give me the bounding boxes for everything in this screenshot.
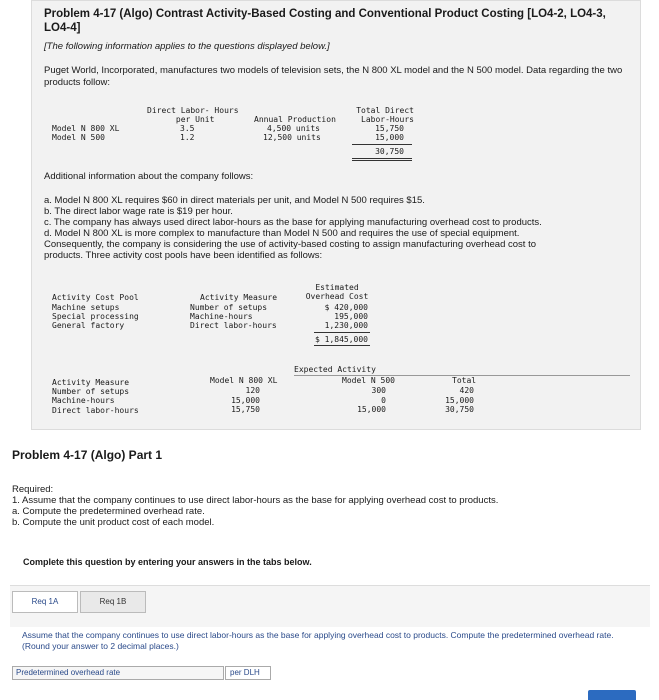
list-item: c. The company has always used direct labor-hours as the base for applying manufacturing overhead cost to products. <box>44 217 542 228</box>
cost-total: $ 1,845,000 <box>315 335 368 344</box>
problem-title: Problem 4-17 (Algo) Contrast Activity-Based Costing and Conventional Product Costing [LO4-2, LO4-3, LO4-4] <box>44 8 606 34</box>
header-cost: Estimated Overhead Cost <box>305 283 369 301</box>
act-measure-2: Machine-hours <box>52 396 115 405</box>
header-measure: Activity Measure <box>200 293 278 302</box>
required-item: b. Compute the unit product cost of each model. <box>12 517 215 528</box>
header-annual: Annual Production <box>254 115 336 124</box>
row1-total: 15,750 <box>375 124 404 133</box>
header-dlh: Direct Labor- Hours per Unit <box>147 106 239 124</box>
problem-intro: Puget World, Incorporated, manufactures two models of television sets, the N 800 XL model and the N 500 model. Data regarding the two products follow: <box>44 65 623 88</box>
act-measure-3: Direct labor-hours <box>52 406 139 415</box>
header-xl: Model N 800 XL <box>210 376 278 385</box>
header-pool: Activity Cost Pool <box>52 293 139 302</box>
act-xl-3: 15,750 <box>231 405 260 414</box>
divider <box>352 144 412 145</box>
header-activity-measure: Activity Measure <box>52 378 130 387</box>
answer-unit: per DLH <box>225 666 271 680</box>
header-total-act: Total <box>452 376 477 385</box>
row1-name: Model N 800 XL <box>52 124 120 133</box>
act-xl-1: 120 <box>245 386 260 395</box>
required-item: a. Compute the predetermined overhead rate. <box>12 506 205 517</box>
next-button[interactable] <box>588 690 636 700</box>
grand-total: 30,750 <box>375 147 404 156</box>
act-measure-1: Number of setups <box>52 387 130 396</box>
list-item: Consequently, the company is considering the use of activity-based costing to assign manufacturing overhead cost to <box>44 239 536 250</box>
header-n500: Model N 500 <box>342 376 395 385</box>
act-total-3: 30,750 <box>445 405 474 414</box>
act-xl-2: 15,000 <box>231 396 260 405</box>
pool-1: Machine setups <box>52 303 120 312</box>
row1-annual: 4,500 units <box>267 124 320 133</box>
row2-total: 15,000 <box>375 133 404 142</box>
problem-panel <box>31 0 641 430</box>
required-heading: Required: <box>12 484 54 495</box>
act-total-2: 15,000 <box>445 396 474 405</box>
part-title: Problem 4-17 (Algo) Part 1 <box>12 448 163 462</box>
additional-heading: Additional information about the company follows: <box>44 171 254 182</box>
act-n500-3: 15,000 <box>357 405 386 414</box>
row2-annual: 12,500 units <box>263 133 321 142</box>
act-total-1: 420 <box>459 386 474 395</box>
cost-1: $ 420,000 <box>324 303 368 312</box>
problem-subtitle: [The following information applies to the questions displayed below.] <box>44 41 330 52</box>
row1-dlh: 3.5 <box>180 124 195 133</box>
list-item: d. Model N 800 XL is more complex to manufacture than Model N 500 and requires the use of special equipment. <box>44 228 520 239</box>
additional-list <box>44 195 644 261</box>
act-n500-2: 0 <box>381 396 386 405</box>
cost-3: 1,230,000 <box>324 321 368 330</box>
answer-instructions: Assume that the company continues to use direct labor-hours as the base for applying overhead cost to products. Compute the predetermined overhead rate. (Round your answer to 2 decimal places.) <box>22 630 614 651</box>
divider <box>314 345 370 346</box>
pool-3: General factory <box>52 321 125 330</box>
measure-1: Number of setups <box>190 303 268 312</box>
cost-2: 195,000 <box>334 312 368 321</box>
list-item: b. The direct labor wage rate is $19 per hour. <box>44 206 233 217</box>
row2-name: Model N 500 <box>52 133 105 142</box>
divider <box>352 160 412 161</box>
required-section <box>12 484 498 528</box>
pool-2: Special processing <box>52 312 139 321</box>
divider <box>314 332 370 333</box>
list-item: a. Model N 800 XL requires $60 in direct materials per unit, and Model N 500 requires $15. <box>44 195 425 206</box>
divider <box>352 158 412 159</box>
list-item: products. Three activity cost pools have been identified as follows: <box>44 250 323 261</box>
header-total: Total Direct Labor-Hours <box>356 106 414 124</box>
act-n500-1: 300 <box>371 386 386 395</box>
group-header: Expected Activity <box>294 365 376 374</box>
measure-2: Machine-hours <box>190 312 253 321</box>
row2-dlh: 1.2 <box>180 133 195 142</box>
tab-req-1a[interactable]: Req 1A <box>12 591 78 613</box>
measure-3: Direct labor-hours <box>190 321 277 330</box>
answer-label: Predetermined overhead rate <box>12 666 224 680</box>
tab-req-1b[interactable]: Req 1B <box>80 591 146 613</box>
required-item: 1. Assume that the company continues to use direct labor-hours as the base for applying overhead cost to products. <box>12 495 499 506</box>
complete-instruction: Complete this question by entering your answers in the tabs below. <box>23 557 312 567</box>
